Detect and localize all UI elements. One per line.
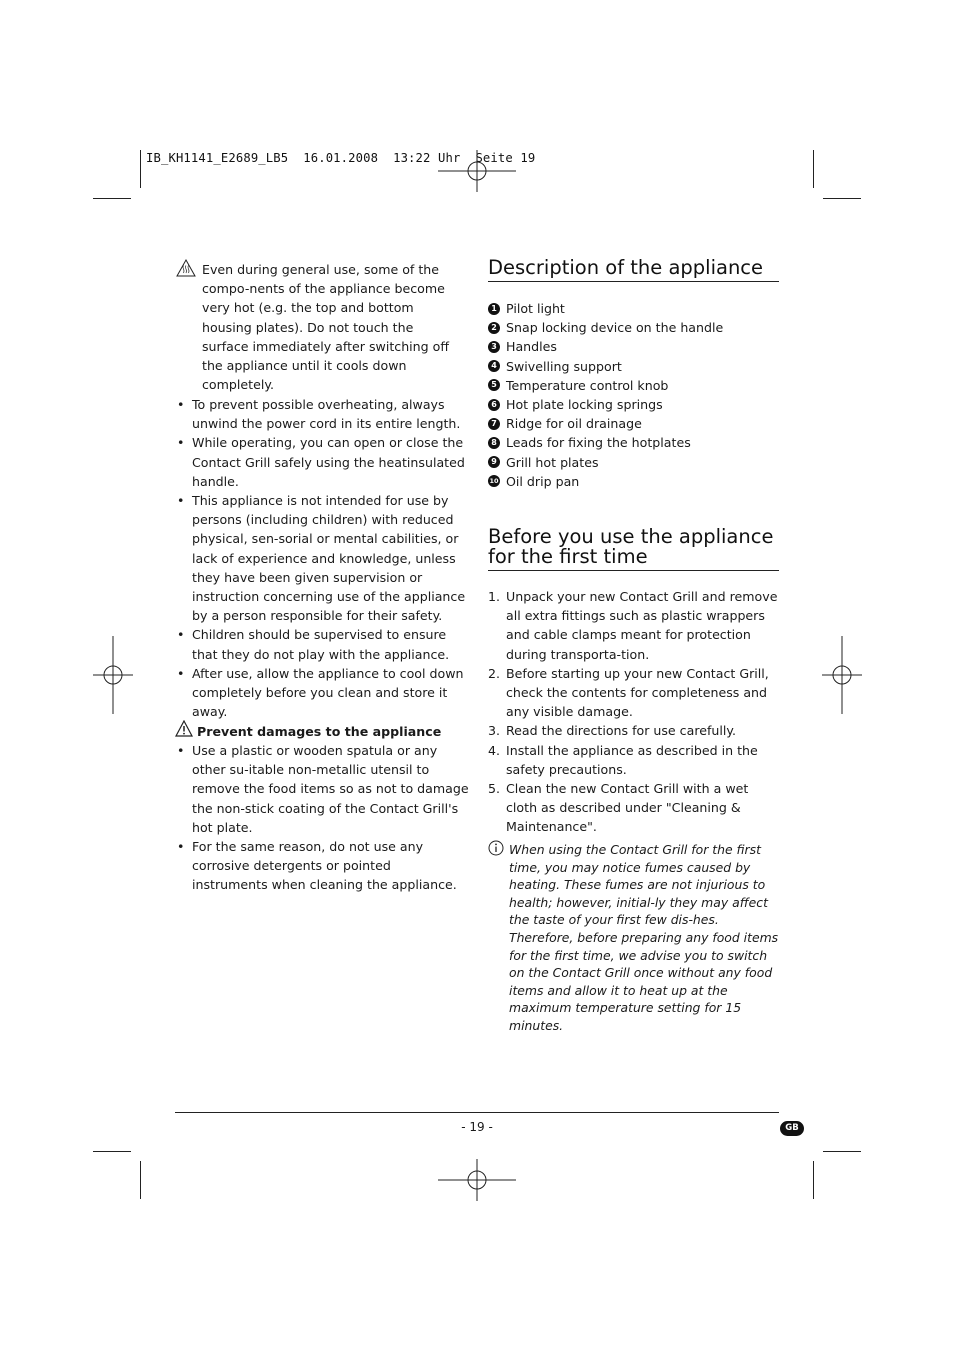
before-use-heading: Before you use the appliance for the first time: [488, 525, 774, 568]
list-item: 5 Temperature control knob: [488, 376, 780, 395]
registration-mark-icon: [438, 150, 516, 192]
list-item: 1. Unpack your new Contact Grill and remove all extra fittings such as plastic wrappers and cable clamps meant for protection during transporta-tion.: [488, 589, 778, 662]
list-item: 5. Clean the new Contact Grill with a wet cloth as described under "Cleaning & Maintenance".: [488, 781, 749, 835]
list-item: 7 Ridge for oil drainage: [488, 414, 780, 433]
safety-bullet-list: [175, 395, 470, 721]
crop-mark: [823, 1151, 861, 1152]
print-slug: IB_KH1141_E2689_LB5 16.01.2008 13:22 Uhr Seite 19: [146, 151, 536, 165]
list-item: 1 Pilot light: [488, 299, 780, 318]
list-item: • This appliance is not intended for use by persons (including children) with reduced physical, sen-sorial or mental cabilities, or lack of experience and knowledge, unless they have been given supervision or instruction concerning use of the appliance by a person responsible for their safety.: [175, 491, 470, 625]
heading-rule: [488, 570, 779, 571]
list-item: • While operating, you can open or close the Contact Grill safely using the heatinsulated handle.: [175, 433, 470, 491]
list-item: 2. Before starting up your new Contact Grill, check the contents for completeness and any visible damage.: [488, 665, 769, 720]
crop-mark: [93, 1151, 131, 1152]
info-icon: [488, 840, 504, 856]
hot-surface-warning-text: Even during general use, some of the compo-nents of the appliance become very hot (e.g. the top and bottom housing plates). Do not touch the surface immediately after switching off the appliance until it cools down completely.: [202, 262, 450, 393]
first-use-steps: [488, 587, 780, 837]
list-item: 4. Install the appliance as described in the safety precautions.: [488, 742, 758, 777]
list-item: 3 Handles: [488, 337, 780, 356]
language-badge: GB: [780, 1121, 804, 1136]
registration-mark-icon: [438, 1159, 516, 1201]
list-item: • For the same reason, do not use any corrosive detergents or pointed instruments when cleaning the appliance.: [175, 837, 470, 895]
crop-mark: [140, 1161, 141, 1199]
list-item: 4 Swivelling support: [488, 357, 780, 376]
list-item: • After use, allow the appliance to cool down completely before you clean and store it away.: [175, 664, 470, 722]
list-item: • Children should be supervised to ensure that they do not play with the appliance.: [175, 625, 470, 663]
parts-list: [488, 299, 780, 491]
first-use-info-note: When using the Contact Grill for the first time, you may notice fumes caused by heating. These fumes are not injurious to health; however, initial-ly they may affect the taste of your first few dis-hes. Therefore, before preparing any food items for the first time, we advise you to switch on the Contact Grill once without any food items and allow it to heat up at the maximum temperature setting for 15 minutes.: [509, 842, 779, 1033]
crop-mark: [140, 150, 141, 188]
list-item: 9 Grill hot plates: [488, 453, 780, 472]
registration-mark-icon: [822, 636, 862, 714]
crop-mark: [823, 198, 861, 199]
list-item: 3. Read the directions for use carefully.: [488, 723, 737, 739]
registration-mark-icon: [93, 636, 133, 714]
footer-rule: [175, 1112, 779, 1113]
warning-triangle-icon: [175, 720, 193, 737]
crop-mark: [813, 150, 814, 188]
list-item: • Use a plastic or wooden spatula or any other su-itable non-metallic utensil to remove the food items so as not to damage the non-stick coating of the Contact Grill's hot plate.: [175, 741, 470, 837]
list-item: 2 Snap locking device on the handle: [488, 318, 780, 337]
list-item: 10 Oil drip pan: [489, 473, 580, 489]
list-item: 8 Leads for fixing the hotplates: [488, 433, 780, 452]
list-item: 6 Hot plate locking springs: [488, 395, 780, 414]
page-number: - 19 -: [461, 1120, 493, 1134]
crop-mark: [93, 198, 131, 199]
prevent-damages-heading: Prevent damages to the appliance: [175, 720, 470, 737]
hot-surface-warning-icon: [176, 259, 196, 277]
prevent-damages-list: [175, 741, 470, 895]
crop-mark: [813, 1161, 814, 1199]
list-item: • To prevent possible overheating, always unwind the power cord in its entire length.: [175, 395, 470, 433]
description-heading: Description of the appliance: [488, 256, 764, 279]
heading-rule: [488, 281, 779, 282]
